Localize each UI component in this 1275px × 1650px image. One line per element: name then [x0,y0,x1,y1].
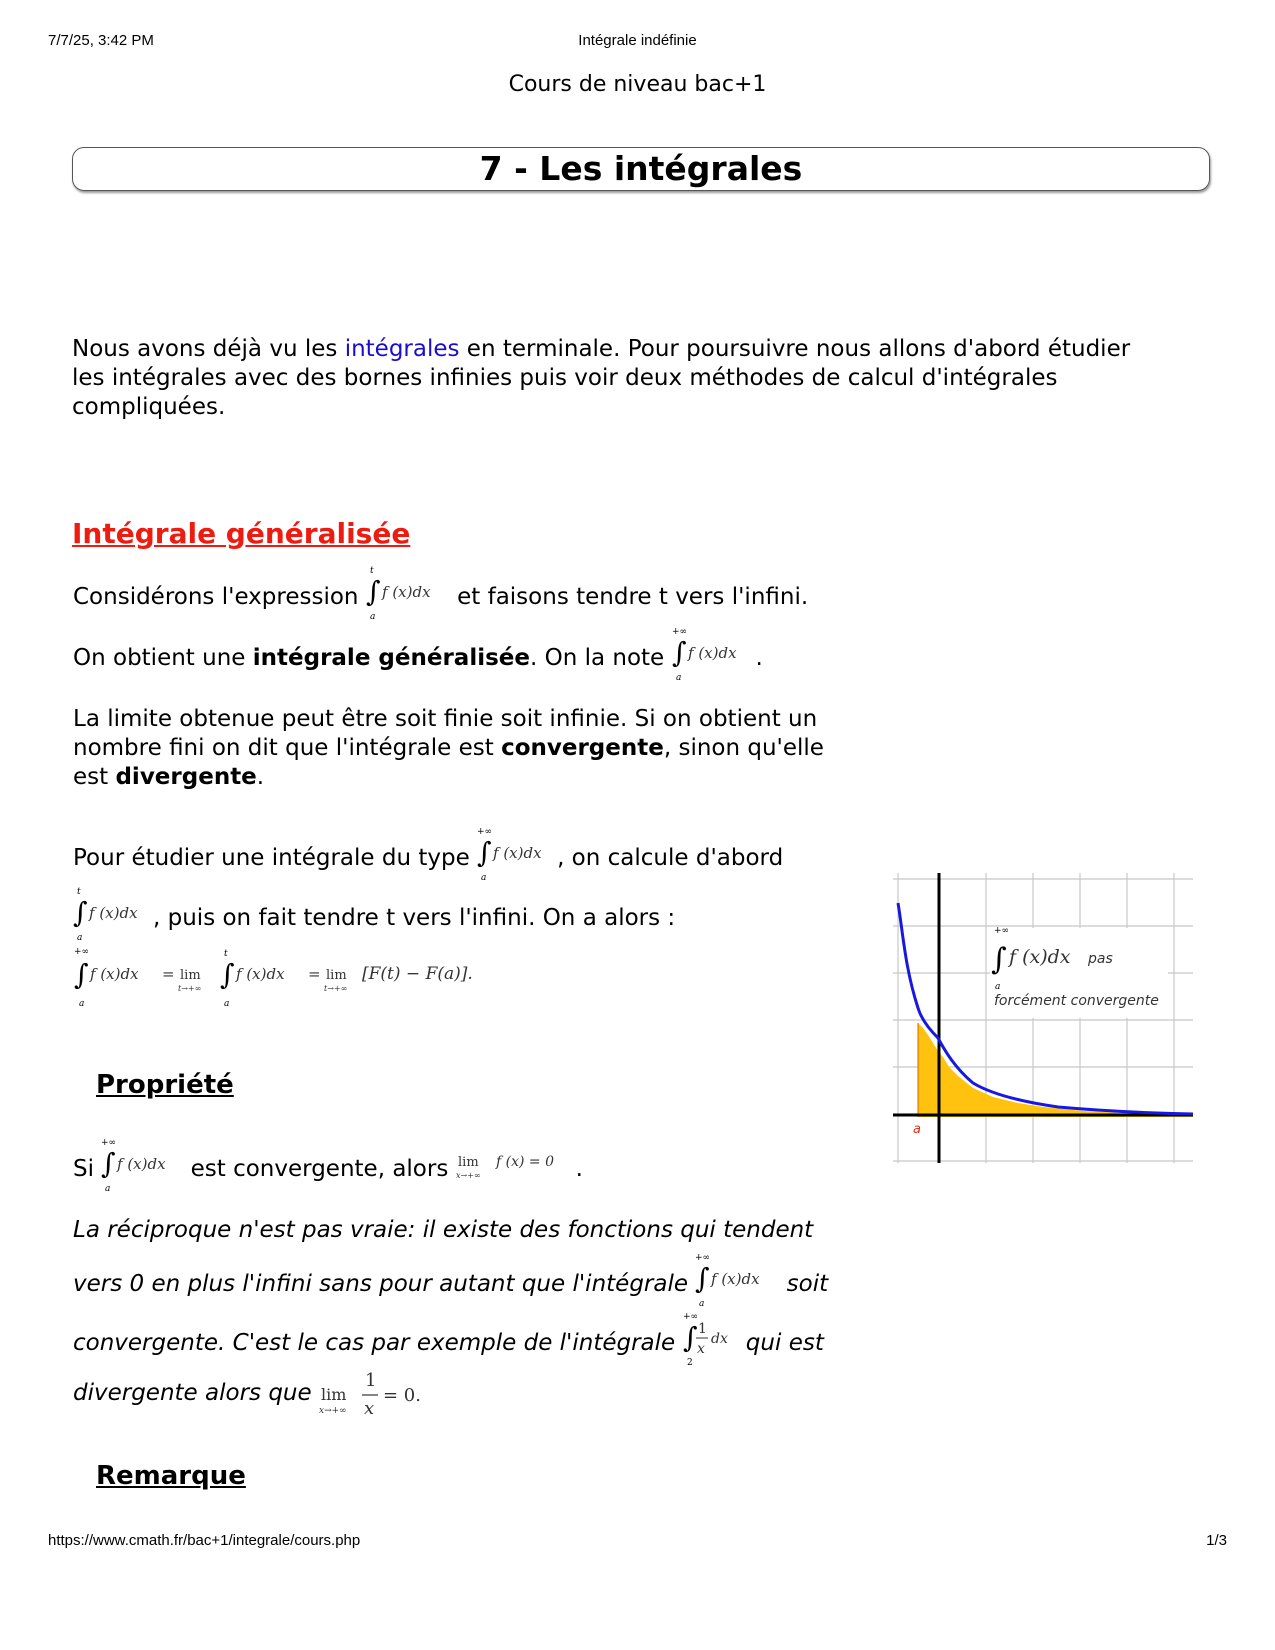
p1-text-start: Considérons l'expression [73,584,366,610]
p1-text-end: et faisons tendre t vers l'infini. [457,584,809,610]
integral-a-to-inf [101,1137,183,1193]
integral-upper-bound: t [224,949,228,959]
p4-text-start: Pour étudier une intégrale du type [73,845,478,871]
integral-lower-bound: 2 [686,1358,693,1367]
lim-subscript: t→+∞ [324,984,348,993]
integral-sign-icon: ∫ [695,1262,710,1295]
dx: dx [710,1331,728,1347]
print-page-title: Intégrale indéfinie [578,32,697,49]
integrales-link[interactable]: intégrales [344,336,460,362]
page-title: 7 - Les intégrales [479,149,803,188]
integral-lower-bound: a [699,1299,705,1308]
equals-sign: = [162,965,175,983]
intro-paragraph [72,335,1152,422]
integral-upper-bound: +∞ [74,947,90,957]
integrand: f (x)dx [687,644,737,662]
integral-upper-bound: t [369,566,374,576]
integral-upper-bound: +∞ [682,1312,698,1322]
integral-sign-icon: ∫ [74,958,89,991]
limit-one-over-x [319,1366,429,1422]
course-level-subtitle: Cours de niveau bac+1 [508,72,767,97]
integral-a-to-t [73,886,153,942]
lim-label: lim [320,1385,347,1404]
reciproque-line-3-start: convergente. C'est le cas par exemple de l'intégrale [73,1330,683,1356]
prop-end: . [575,1156,583,1182]
lim-label: lim [457,1155,479,1170]
reciproque-line-2-end: soit [779,1271,829,1297]
integral-sign-icon: ∫ [73,896,88,929]
integral-a-to-inf [672,626,756,682]
paragraph-on-obtient [73,626,763,682]
integral-lower-bound: a [79,999,85,1009]
f-of-x-equals-zero: f (x) = 0 [495,1154,554,1170]
p3-bold-divergente: divergente [115,764,257,790]
integral-sign-icon: ∫ [220,958,235,991]
p3-text-a: La limite obtenue peut être soit finie soit infinie. Si on obtient un nombre fini on dit que l'intégrale est [73,706,818,761]
integrand: f (x)dx [493,844,542,862]
lim-label: lim [326,968,347,983]
graph-integral-sign-icon: ∫ [991,942,1007,977]
paragraph-propriete [73,1137,583,1193]
integral-upper-bound: +∞ [671,627,687,637]
convergence-graph [893,873,1193,1163]
integrand: f (x)dx [89,904,138,922]
paragraph-reciproque-l4 [73,1366,429,1422]
integrand: f (x)dx [117,1155,166,1173]
lim-subscript: x→+∞ [455,1171,481,1180]
graph-label-convergente: forcément convergente [994,993,1159,1009]
graph-label-pas: pas [1088,951,1113,967]
integral-sign-icon: ∫ [682,1321,698,1354]
p2-text-middle: . On la note [529,645,672,671]
equals-zero: = 0. [382,1385,421,1406]
paragraph-pour-etudier [73,826,783,882]
heading-remarque: Remarque [96,1461,246,1491]
integral-sign-icon: ∫ [477,836,492,869]
page-number: 1/3 [1206,1532,1227,1549]
integral-sign-icon: ∫ [671,636,687,669]
fraction-numerator: 1 [364,1370,377,1391]
p2-text-end: . [755,645,763,671]
integral-a-to-inf [695,1252,779,1308]
paragraph-considerons [73,565,808,621]
integral-sign-icon: ∫ [101,1147,116,1180]
paragraph-reciproque-l2 [73,1252,828,1308]
integral-a-to-t [366,565,450,621]
integral-upper-bound: +∞ [695,1253,711,1263]
p2-bold-term: intégrale généralisée [252,645,530,671]
integral-sign-icon: ∫ [365,575,381,608]
lim-label: lim [180,968,201,983]
p3-text-b: , sinon qu'elle est [73,735,824,790]
integral-upper-bound: t [77,887,81,897]
print-footer [48,1532,1227,1552]
bracket-expression: [F(t) − F(a)]. [362,964,473,984]
integral-lower-bound: a [105,1184,111,1193]
integral-lower-bound: a [224,999,230,1009]
reciproque-line-1: La réciproque n'est pas vraie: il existe des fonctions qui tendent [73,1217,814,1243]
prop-si: Si [73,1156,102,1182]
reciproque-line-4-start: divergente alors que [73,1380,319,1406]
intro-text-end: en terminale. Pour poursuivre nous allons d'abord étudier les intégrales avec des bornes infinies puis voir deux méthodes de calcul d'intégrales compliquées. [72,336,1131,420]
integral-upper-bound: +∞ [477,827,493,837]
formula-generalized-integral [74,944,534,1010]
fraction-numerator: 1 [697,1321,707,1337]
reciproque-line-2-start: vers 0 en plus l'infini sans pour autant que l'intégrale [73,1271,696,1297]
reciproque-line-3-end: qui est [738,1330,824,1356]
p4-text-end: , on calcule d'abord [557,845,784,871]
integral-lower-bound: a [77,933,83,942]
prop-middle: est convergente, alors [190,1156,456,1182]
integrand: f (x)dx [236,965,285,983]
fraction-denominator: x [363,1398,375,1419]
integral-lower-bound: a [675,673,681,682]
fraction-denominator: x [696,1341,705,1357]
p5-text: , puis on fait tendre t vers l'infini. On a alors : [153,905,676,931]
section-heading-integrale-generalisee: Intégrale généralisée [72,517,411,550]
print-header [48,32,1227,52]
limit-f-equals-zero [456,1148,576,1184]
page-url: https://www.cmath.fr/bac+1/integrale/cours.php [48,1532,361,1549]
integrand: f (x)dx [90,965,139,983]
graph-axis-marker-a: a [913,1122,921,1137]
graph-integral-upper: +∞ [994,926,1010,936]
intro-text-start: Nous avons déjà vu les [72,336,345,362]
p3-text-c: . [256,764,265,790]
paragraph-puis [73,886,675,942]
paragraph-limite [73,705,853,792]
integral-a-to-inf [477,826,557,882]
p3-bold-convergente: convergente [501,735,664,761]
integral-2-to-inf-one-over-x [683,1311,739,1367]
integrand: f (x)dx [381,583,431,601]
graph-integrand: f (x)dx [1009,946,1071,968]
integral-upper-bound: +∞ [101,1138,117,1148]
paragraph-reciproque-l3 [73,1311,824,1367]
integrand: f (x)dx [711,1270,760,1288]
graph-integral-lower: a [995,982,1001,992]
paragraph-reciproque-l1 [73,1216,813,1245]
lim-subscript: x→+∞ [318,1406,347,1416]
integral-lower-bound: a [481,873,487,882]
heading-propriete: Propriété [96,1070,234,1100]
equals-sign: = [308,965,321,983]
print-datetime: 7/7/25, 3:42 PM [48,32,154,49]
lim-subscript: t→+∞ [178,984,202,993]
page-title-box [72,147,1210,191]
integral-lower-bound: a [369,612,376,621]
p2-text-start: On obtient une [73,645,253,671]
